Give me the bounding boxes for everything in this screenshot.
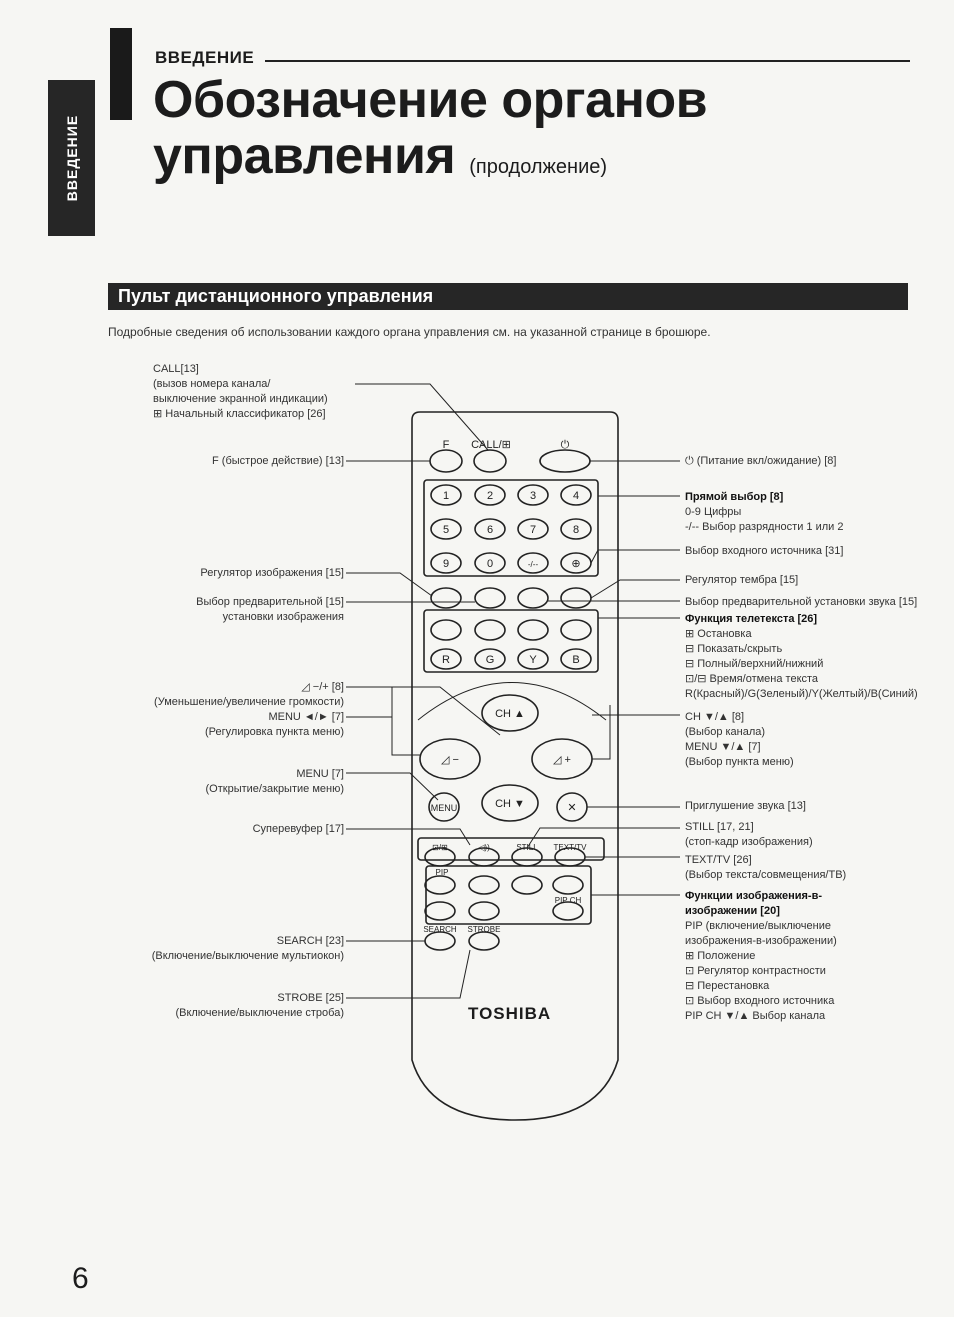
leader-tone (591, 580, 680, 598)
power-text: ⏻ (560, 439, 570, 451)
label-strobe: STROBE [25] (Включение/выключение строба) (175, 992, 344, 1019)
color-g: G (485, 654, 495, 666)
label-f: F (быстрое действие) [13] (212, 455, 344, 467)
leader-picture (346, 573, 432, 596)
leader-menu (346, 773, 438, 800)
leader-sub (346, 829, 470, 845)
call-button (474, 450, 506, 472)
color-r: R (442, 654, 450, 666)
tt-4 (561, 620, 591, 640)
ddash: -/-- (527, 560, 539, 569)
intro-text: Подробные сведения об использовании каждого органа управления см. на указанной странице в брошюре. (108, 325, 711, 339)
search-button (425, 932, 455, 950)
label-search: SEARCH [23] (Включение/выключение мультиокон) (151, 935, 344, 962)
d3: 3 (529, 490, 537, 502)
page-number: 6 (72, 1262, 89, 1295)
r5-1: ⊡/⊞ (432, 843, 448, 852)
pip-swap-button (425, 902, 455, 920)
label-mute: Приглушение звука [13] (685, 800, 806, 812)
pip-button (425, 876, 455, 894)
label-preset: Выбор предварительной [15] установки изображения (196, 596, 344, 623)
d2: 2 (486, 490, 494, 502)
picture-button (431, 588, 461, 608)
label-teletext: Функция телетекста [26] ⊞ Остановка ⊟ Показать/скрыть ⊟ Полный/верхний/нижний ⊡/⊟ Время/отмена текста R(Красный)/G(Зеленый)/Y(Желтый)/B(Синий) (685, 613, 918, 700)
label-call: CALL[13] (вызов номера канала/ выключение экранной индикации) ⊞ Начальный классификатор [26] (153, 363, 328, 420)
pip-position-button (469, 876, 499, 894)
r5-2: ◁)) (478, 843, 490, 852)
leader-ch (610, 705, 680, 715)
vol-up-glyph: ◿ + (553, 754, 571, 766)
dinput: ⊕ (571, 558, 581, 570)
d6: 6 (486, 524, 494, 536)
mute-glyph: ✕ (567, 802, 577, 814)
title-line-1: Обозначение органов (153, 71, 708, 129)
label-direct: Прямой выбор [8] 0-9 Цифры -/-- Выбор разрядности 1 или 2 (685, 491, 844, 533)
label-menu: MENU [7] (Открытие/закрытие меню) (205, 768, 344, 795)
tone-button (561, 588, 591, 608)
leader-strobe (346, 950, 470, 998)
subsection-title: Пульт дистанционного управления (118, 286, 434, 306)
label-subwoofer: Суперевуфер [17] (252, 823, 344, 835)
label-pip: Функции изображения-в- изображении [20] PIP (включение/выключение изображения-в-изображении) ⊞ Положение ⊡ Регулятор контрастности ⊟ Перестановка ⊡ Выбор входного источника PIP CH ▼/▲ Выбор канала (685, 890, 837, 1022)
ch-down-text: CH ▼ (495, 798, 525, 810)
sound-preset-button (518, 588, 548, 608)
strobe-button (469, 932, 499, 950)
leader-call (355, 384, 488, 450)
leader-input (591, 550, 680, 563)
leader-vol (346, 687, 420, 755)
d8: 8 (572, 524, 580, 536)
pip-input-button (469, 902, 499, 920)
label-text-tv: TEXT/TV [26] (Выбор текста/совмещения/TB) (685, 854, 847, 881)
r5-3: STILL (516, 843, 538, 852)
f-button (430, 450, 462, 472)
pip-contrast-button (512, 876, 542, 894)
label-tone: Регулятор тембра [15] (685, 574, 799, 586)
d0: 0 (486, 558, 494, 570)
section-label: ВВЕДЕНИЕ (155, 48, 255, 67)
leader-vol3 (392, 687, 500, 735)
menu-text: MENU (430, 803, 458, 813)
d7: 7 (529, 524, 537, 536)
call-text: CALL/⊞ (471, 439, 511, 451)
label-sound-preset: Выбор предварительной установки звука [15] (685, 596, 918, 608)
leader-ch2 (592, 715, 610, 759)
remote-brand: TOSHIBA (468, 1004, 552, 1023)
strobe-text: STROBE (467, 925, 501, 934)
d4: 4 (572, 490, 580, 502)
d1: 1 (442, 490, 450, 502)
label-input: Выбор входного источника [31] (685, 545, 844, 557)
pic-preset-button (475, 588, 505, 608)
tt-1 (431, 620, 461, 640)
search-text: SEARCH (423, 925, 457, 934)
title-suffix: (продолжение) (469, 156, 608, 178)
label-still: STILL [17, 21] (стоп-кадр изображения) (685, 821, 813, 848)
d5: 5 (442, 524, 450, 536)
pip-ch-text: PIP CH (554, 896, 582, 905)
d9: 9 (442, 558, 450, 570)
label-ch: CH ▼/▲ [8] (Выбор канала) MENU ▼/▲ [7] (Выбор пункта меню) (685, 711, 794, 768)
label-picture: Регулятор изображения [15] (200, 567, 344, 579)
color-b: B (572, 654, 580, 666)
r5-4: TEXT/TV (553, 843, 587, 852)
tt-3 (518, 620, 548, 640)
ch-up-text: CH ▲ (495, 708, 525, 720)
side-tab-label: ВВЕДЕНИЕ (63, 114, 80, 202)
f-text: F (442, 439, 450, 451)
title-line-2-text: управления (153, 127, 456, 185)
pip-ch-up (553, 876, 583, 894)
label-volume: ◿ −/+ [8] (Уменьшение/увеличение громкости) MENU ◄/► [7] (Регулировка пункта меню) (154, 681, 344, 738)
tt-2 (475, 620, 505, 640)
power-button (540, 450, 590, 472)
vol-down-glyph: ◿ − (441, 754, 459, 766)
pip-block (426, 866, 591, 924)
pip-text: PIP (435, 868, 449, 877)
label-power: ⏻ (Питание вкл/ожидание) [8] (685, 455, 837, 467)
color-y: Y (529, 654, 537, 666)
